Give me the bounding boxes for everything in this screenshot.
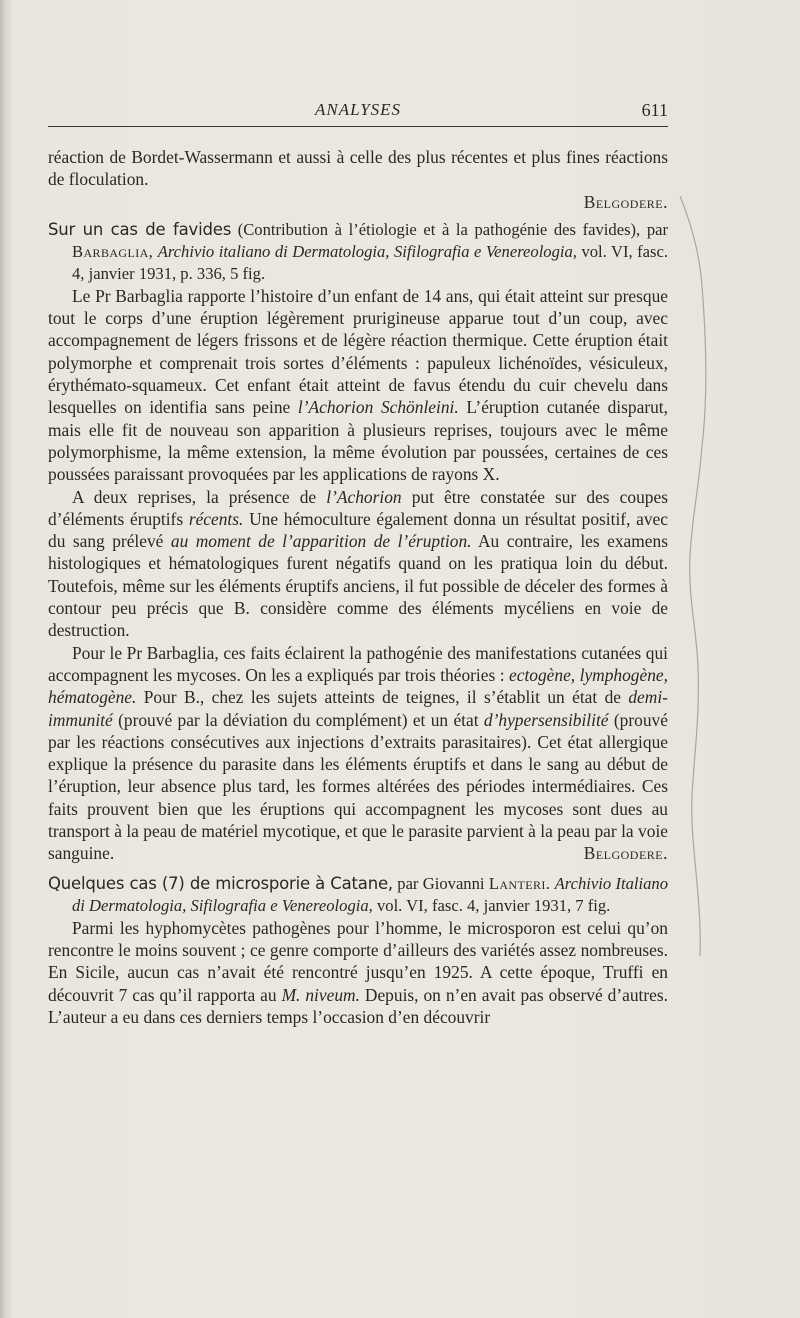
body-text: [48, 146, 668, 1028]
paragraph: [48, 917, 668, 1028]
paragraph-text: Pour le Pr Barbaglia, ces faits éclairent la pathogénie des manifestations cutanées qui accompagnent les mycoses. On les a expliqués par trois théories :: [48, 642, 668, 685]
paragraph-text: (prouvé par les réactions consécutives aux injections d’extraits parasitaires). Cet état allergique explique la présence du parasite dans les éléments éruptifs et dans le sang au début de l’éruption, leur absence plus tard, les formes altérées des périodes intermédiaires. Ces faits prouvent bien que les éruptions qui accompagnent les mycoses sont dues au transport à la peau de matériel mycotique, et que le parasite parvient à la peau par la voie sanguine.: [48, 709, 668, 864]
page-number: 611: [641, 100, 668, 120]
pencil-margin-mark: [672, 196, 712, 996]
paragraph-text: Le Pr Barbaglia rapporte l’histoire d’un enfant de 14 ans, qui était atteint sur presque tout le corps d’une éruption légèrement prurigineuse apparue tout d’un coup, avec accompagnement de légers frissons et de légère réaction thermique. Cette éruption était polymorphe et comprenait trois sortes d’éléments : papuleux lichénoïdes, vésiculeux, érythémato-squameux. Cet enfant était atteint de favus étendu du cuir chevelu dans lesquelles on identifia sans peine: [48, 285, 668, 418]
paragraph-italic: ectogène, lymphogène, hématogène.: [48, 664, 668, 708]
signature: Belgodere.: [583, 191, 668, 212]
paragraph-text: Une hémoculture également donna un résultat positif, avec du sang prélevé: [48, 508, 668, 552]
paragraph-text: Pour B., chez les sujets atteints de teignes, il s’établit un état de: [143, 687, 621, 708]
signature: Belgodere.: [583, 843, 668, 864]
paragraph-text: L’éruption cutanée disparut, mais elle fit de nouveau son apparition à plusieurs reprises, toujours avec le même polymorphisme, la même extension, la même évolution par poussées, certaines de ces poussées paraissant provoquées par les applications de rayons X.: [48, 397, 668, 485]
article-heading: [48, 873, 668, 917]
article-author: Lanteri.: [488, 873, 551, 893]
paragraph-text: Parmi les hyphomycètes pathogènes pour l’homme, le microsporon est celui qu’on rencontre le moins souvent ; ce genre comporte d’ailleurs des variétés assez nombreuses. En Sicile, aucun cas n’avait été rencontré jusqu’en 1925. A cette époque, Truffi en découvrit 7 cas qu’il rapporta au: [48, 917, 668, 1005]
paragraph-italic: demi-immunité: [48, 687, 668, 730]
paragraph-italic: d’hypersensibilité: [483, 709, 609, 730]
article-journal: Archivio italiano di Dermatologia, Sifilografia e Venereologia,: [157, 241, 577, 261]
article-heading: [48, 219, 668, 285]
continuation-paragraph: [48, 146, 668, 191]
paragraph: [48, 486, 668, 642]
article-journal: Archivio Italiano di Dermatologia, Sifilografia e Venereologia,: [72, 873, 668, 915]
signature-line: [48, 191, 668, 213]
paragraph-italic: récents.: [188, 508, 244, 529]
article-by: par Giovanni: [397, 873, 485, 893]
article-reference: vol. VI, fasc. 4, janvier 1931, 7 fig.: [376, 895, 611, 915]
paragraph-text: (prouvé par la déviation du complément) et un état: [118, 709, 479, 730]
paragraph: [48, 642, 668, 865]
paragraph-italic: l’Achorion Schönleini.: [297, 397, 459, 418]
paragraph-text: Au contraire, les examens histologiques et hématologiques furent négatifs quand on les pratiqua loin du début. Toutefois, même sur les éléments éruptifs anciens, il fut possible de déceler des formes à contour peu précis que B. considère comme des éléments mycéliens en voie de destruction.: [48, 531, 668, 641]
article-title: Quelques cas (7) de microsporie à Catane,: [48, 873, 393, 893]
article-subtitle: (Contribution à l’étiologie et à la pathogénie des favides),: [237, 219, 641, 239]
paragraph-italic: au moment de l’apparition de l’éruption.: [170, 531, 472, 552]
article-title: Sur un cas de favides: [48, 219, 232, 239]
page-header: [48, 100, 668, 127]
paragraph-italic: M. niveum.: [281, 984, 360, 1005]
paragraph-italic: l’Achorion: [326, 486, 402, 507]
paragraph-text: put être constatée sur des coupes d’éléments éruptifs: [48, 486, 668, 529]
article-by: par: [646, 219, 669, 239]
running-title: ANALYSES: [314, 100, 402, 119]
article-author: Barbaglia,: [72, 241, 154, 261]
article-reference: vol. VI, fasc. 4, janvier 1931, p. 336, 5 fig.: [72, 241, 668, 283]
paragraph-text: A deux reprises, la présence de: [72, 486, 317, 507]
continuation-text: réaction de Bordet-Wassermann et aussi à celle des plus récentes et plus fines réactions de floculation.: [48, 147, 668, 190]
paragraph: [48, 285, 668, 486]
paragraph-text: Depuis, on n’en avait pas observé d’autres. L’auteur a eu dans ces derniers temps l’occasion d’en découvrir: [48, 984, 669, 1027]
